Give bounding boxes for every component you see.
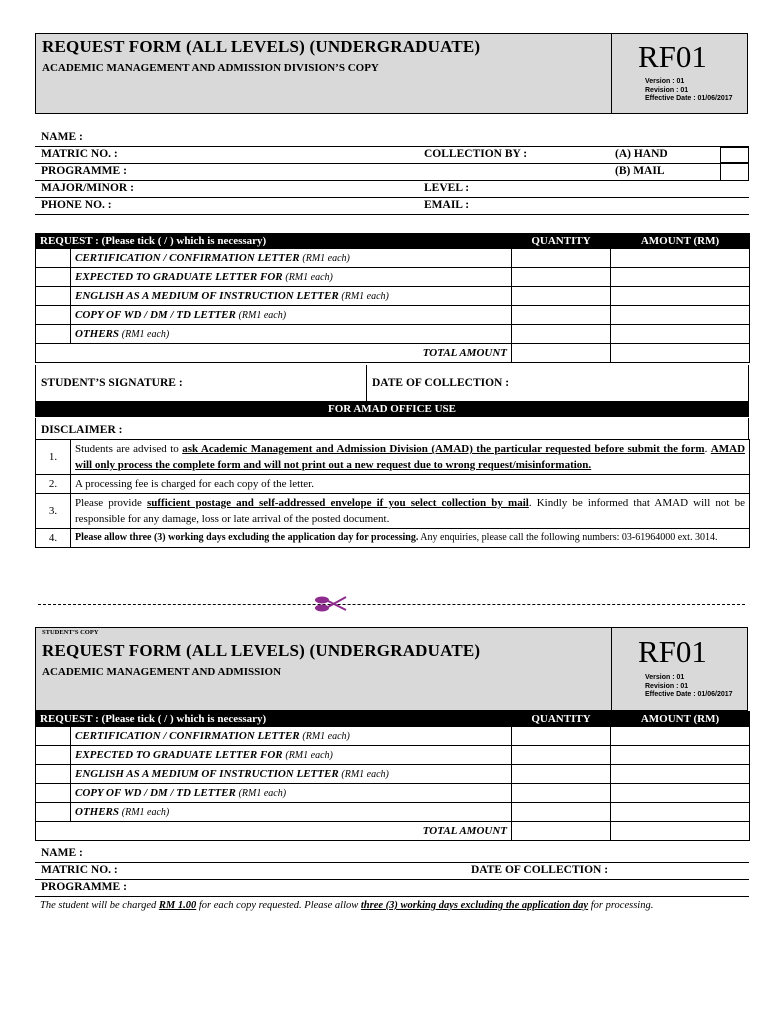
- item-label: EXPECTED TO GRADUATE LETTER FOR: [75, 271, 283, 283]
- amount-cell[interactable]: [611, 803, 750, 822]
- total-quantity-cell[interactable]: [512, 344, 611, 363]
- date-of-collection-label: DATE OF COLLECTION :: [372, 377, 510, 389]
- item-price: (RM1 each): [302, 731, 350, 742]
- amount-cell[interactable]: [611, 249, 750, 268]
- disclaimer-row: [36, 494, 750, 529]
- item-price: (RM1 each): [285, 272, 333, 283]
- amount-cell[interactable]: [611, 287, 750, 306]
- item-price: (RM1 each): [238, 310, 287, 321]
- item-cell: [71, 765, 512, 784]
- table-row: [36, 765, 750, 784]
- table-header-row: [36, 234, 750, 249]
- table-row: [36, 306, 750, 325]
- item-label: EXPECTED TO GRADUATE LETTER FOR: [75, 749, 283, 761]
- item-price: (RM1 each): [341, 769, 389, 780]
- item-cell: [71, 325, 512, 344]
- quantity-cell[interactable]: [512, 803, 611, 822]
- field-line: [35, 163, 749, 164]
- disclaimer-number: 1.: [36, 440, 71, 475]
- table-row: [36, 727, 750, 746]
- table-header-row: [36, 712, 750, 727]
- tick-cell[interactable]: [36, 306, 71, 325]
- quantity-header: QUANTITY: [512, 712, 611, 727]
- collection-by-label: COLLECTION BY :: [424, 148, 528, 160]
- quantity-header: QUANTITY: [512, 234, 611, 249]
- table-row: [36, 249, 750, 268]
- disclaimer-number: 2.: [36, 475, 71, 494]
- disclaimer-table: [35, 439, 750, 548]
- item-cell: [71, 249, 512, 268]
- level-label: LEVEL :: [424, 182, 470, 194]
- item-label: CERTIFICATION / CONFIRMATION LETTER: [75, 252, 300, 264]
- amount-cell[interactable]: [611, 784, 750, 803]
- revision-text: Revision : 01: [645, 682, 689, 690]
- form-meta: [645, 674, 733, 700]
- tick-cell[interactable]: [36, 727, 71, 746]
- amount-cell[interactable]: [611, 765, 750, 784]
- field-line: [35, 214, 749, 215]
- version-text: Version : 01: [645, 78, 685, 85]
- major-minor-label: MAJOR/MINOR :: [41, 182, 134, 194]
- quantity-cell[interactable]: [512, 249, 611, 268]
- total-label: TOTAL AMOUNT: [36, 344, 512, 363]
- tick-cell[interactable]: [36, 325, 71, 344]
- amount-cell[interactable]: [611, 727, 750, 746]
- matric-label: MATRIC NO. :: [41, 864, 118, 876]
- phone-label: PHONE NO. :: [41, 199, 112, 211]
- disclaimer-row: [36, 475, 750, 494]
- item-price: (RM1 each): [302, 253, 350, 264]
- disclaimer-text: Students are advised to ask Academic Management and Admission Division (AMAD) the particular requested before submit the form. AMAD will only process the complete form and will not print out a new request due to wrong request/misinformation.: [71, 440, 750, 475]
- field-line: [35, 896, 749, 897]
- item-price: (RM1 each): [121, 807, 170, 818]
- field-line: [35, 197, 749, 198]
- field-line: [35, 180, 749, 181]
- quantity-cell[interactable]: [512, 765, 611, 784]
- disclaimer-number: 4.: [36, 529, 71, 548]
- effective-date-text: Effective Date : 01/06/2017: [645, 691, 733, 698]
- form-code: RF01: [638, 634, 707, 669]
- form-title: REQUEST FORM (ALL LEVELS) (UNDERGRADUATE): [42, 641, 481, 660]
- tick-cell[interactable]: [36, 765, 71, 784]
- programme-label: PROGRAMME :: [41, 881, 127, 893]
- item-label: ENGLISH AS A MEDIUM OF INSTRUCTION LETTER: [75, 290, 339, 302]
- item-cell: [71, 746, 512, 765]
- disclaimer-number: 3.: [36, 494, 71, 529]
- table-row: [36, 268, 750, 287]
- total-label: TOTAL AMOUNT: [36, 822, 512, 841]
- request-table: [35, 233, 750, 363]
- tick-cell[interactable]: [36, 803, 71, 822]
- item-price: (RM1 each): [121, 329, 170, 340]
- quantity-cell[interactable]: [512, 746, 611, 765]
- item-label: ENGLISH AS A MEDIUM OF INSTRUCTION LETTER: [75, 768, 339, 780]
- office-use-bar: FOR AMAD OFFICE USE: [35, 402, 749, 417]
- header-divider: [611, 34, 612, 113]
- disclaimer-text: A processing fee is charged for each copy of the letter.: [71, 475, 750, 494]
- form-title: REQUEST FORM (ALL LEVELS) (UNDERGRADUATE): [42, 37, 481, 56]
- revision-text: Revision : 01: [645, 86, 689, 94]
- field-line: [35, 146, 749, 147]
- total-row: [36, 822, 750, 841]
- name-label: NAME :: [41, 847, 83, 859]
- cut-line: [38, 604, 745, 605]
- amount-cell[interactable]: [611, 268, 750, 287]
- request-table: [35, 711, 750, 841]
- amount-header: AMOUNT (RM): [611, 234, 750, 249]
- item-cell: [71, 287, 512, 306]
- form-subtitle: ACADEMIC MANAGEMENT AND ADMISSION DIVISION’S COPY: [42, 62, 379, 74]
- disclaimer-text: Please provide sufficient postage and self-addressed envelope if you select collection by mail. Kindly be informed that AMAD will not be responsible for any damage, loss or late arrival of the posted document.: [71, 494, 750, 529]
- quantity-cell[interactable]: [512, 784, 611, 803]
- copy-label: STUDENT’S COPY: [42, 629, 99, 636]
- hand-checkbox[interactable]: [720, 147, 749, 163]
- tick-cell[interactable]: [36, 784, 71, 803]
- amount-header: AMOUNT (RM): [611, 712, 750, 727]
- disclaimer-row: [36, 529, 750, 548]
- item-price: (RM1 each): [285, 750, 333, 761]
- signature-divider: [366, 365, 367, 402]
- version-text: Version : 01: [645, 674, 685, 681]
- quantity-cell[interactable]: [512, 268, 611, 287]
- table-row: [36, 746, 750, 765]
- table-row: [36, 325, 750, 344]
- total-amount-cell[interactable]: [611, 344, 750, 363]
- quantity-cell[interactable]: [512, 287, 611, 306]
- mail-checkbox[interactable]: [720, 163, 749, 181]
- student-signature-label: STUDENT’S SIGNATURE :: [41, 377, 183, 389]
- bottom-form-header: [35, 627, 748, 711]
- scissors-icon: [314, 594, 348, 614]
- disclaimer-label: DISCLAIMER :: [41, 424, 123, 436]
- table-row: [36, 803, 750, 822]
- item-label: OTHERS: [75, 328, 120, 340]
- request-header: REQUEST : (Please tick ( / ) which is necessary): [36, 712, 512, 727]
- item-cell: [71, 306, 512, 325]
- total-quantity-cell[interactable]: [512, 822, 611, 841]
- total-row: [36, 344, 750, 363]
- tick-cell[interactable]: [36, 746, 71, 765]
- item-cell: [71, 727, 512, 746]
- disclaimer-text: Please allow three (3) working days excluding the application day for processing. Any enquiries, please call the following numbers: 03-61964000 ext. 3014.: [71, 529, 750, 548]
- quantity-cell[interactable]: [512, 325, 611, 344]
- form-subtitle: ACADEMIC MANAGEMENT AND ADMISSION: [42, 666, 282, 678]
- disclaimer-row: [36, 440, 750, 475]
- quantity-cell[interactable]: [512, 727, 611, 746]
- item-label: COPY OF WD / DM / TD LETTER: [75, 787, 236, 799]
- item-label: OTHERS: [75, 806, 120, 818]
- effective-date-text: Effective Date : 01/06/2017: [645, 95, 733, 102]
- footer-note: The student will be charged RM 1.00 for each copy requested. Please allow three (3) working days excluding the application day for processing.: [40, 900, 654, 911]
- tick-cell[interactable]: [36, 287, 71, 306]
- form-meta: [645, 78, 733, 104]
- disclaimer-box: [35, 418, 749, 440]
- mail-option: (B) MAIL: [615, 165, 665, 177]
- tick-cell[interactable]: [36, 268, 71, 287]
- amount-cell[interactable]: [611, 325, 750, 344]
- item-price: (RM1 each): [238, 788, 287, 799]
- top-form-header: [35, 33, 748, 114]
- field-line: [35, 862, 749, 863]
- item-cell: [71, 784, 512, 803]
- total-amount-cell[interactable]: [611, 822, 750, 841]
- form-code: RF01: [638, 39, 707, 74]
- amount-cell[interactable]: [611, 306, 750, 325]
- item-label: CERTIFICATION / CONFIRMATION LETTER: [75, 730, 300, 742]
- email-label: EMAIL :: [424, 199, 470, 211]
- item-cell: [71, 268, 512, 287]
- amount-cell[interactable]: [611, 746, 750, 765]
- item-cell: [71, 803, 512, 822]
- hand-option: (A) HAND: [615, 148, 668, 160]
- quantity-cell[interactable]: [512, 306, 611, 325]
- matric-label: MATRIC NO. :: [41, 148, 118, 160]
- table-row: [36, 784, 750, 803]
- request-header: REQUEST : (Please tick ( / ) which is necessary): [36, 234, 512, 249]
- tick-cell[interactable]: [36, 249, 71, 268]
- date-of-collection-label: DATE OF COLLECTION :: [471, 864, 609, 876]
- item-price: (RM1 each): [341, 291, 389, 302]
- programme-label: PROGRAMME :: [41, 165, 127, 177]
- item-label: COPY OF WD / DM / TD LETTER: [75, 309, 236, 321]
- name-label: NAME :: [41, 131, 83, 143]
- table-row: [36, 287, 750, 306]
- header-divider: [611, 628, 612, 710]
- field-line: [35, 879, 749, 880]
